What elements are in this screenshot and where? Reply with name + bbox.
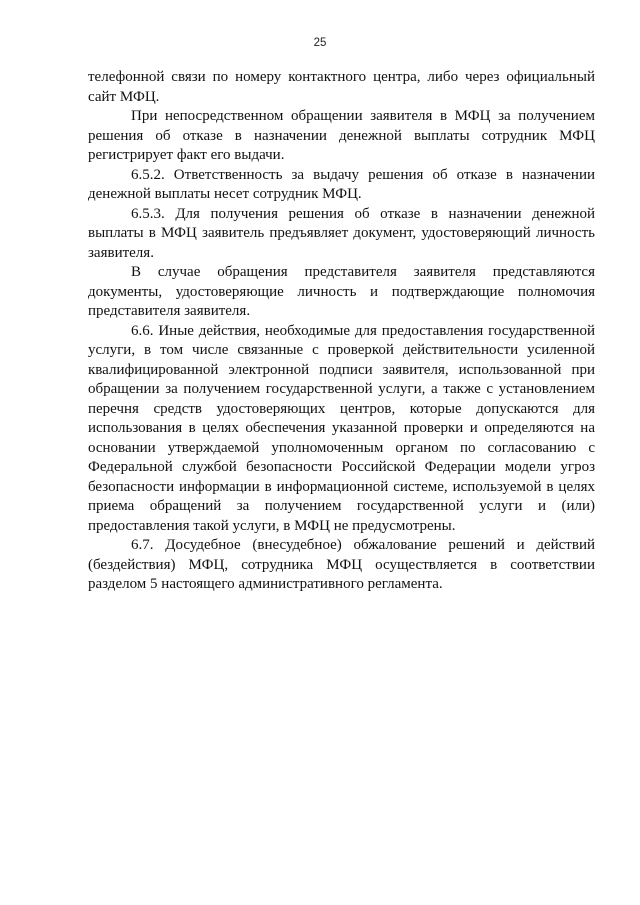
paragraph-6-5-3: 6.5.3. Для получения решения об отказе в назначении денежной выплаты в МФЦ заявитель предъявляет документ, удостоверяющий личность заявителя. bbox=[88, 205, 595, 261]
paragraph-6-7: 6.7. Досудебное (внесудебное) обжалование решений и действий (бездействия) МФЦ, сотрудника МФЦ осуществляется в соответствии разделом 5 настоящего административного регламента. bbox=[88, 537, 595, 592]
paragraph-representative: В случае обращения представителя заявителя представляются документы, удостоверяющие личность и подтверждающие полномочия представителя заявителя. bbox=[88, 264, 595, 319]
document-body bbox=[88, 68, 595, 595]
paragraph-6-5-2: 6.5.2. Ответственность за выдачу решения об отказе в назначении денежной выплаты несет сотрудник МФЦ. bbox=[88, 166, 595, 202]
paragraph-6-6: 6.6. Иные действия, необходимые для предоставления государственной услуги, в том числе связанные с проверкой действительности усиленной квалифицированной электронной подписи заявителя, использованной при обращении за получением государственной услуги, а также с установлением перечня средств удостоверяющих центров, которые допускаются для использования в целях обеспечения указанной проверки и определяются на основании утверждаемой уполномоченным органом по согласованию с Федеральной службой безопасности Российской Федерации модели угроз безопасности информации в информационной системе, используемой в целях приема обращений за получением государственной услуги и (или) предоставления такой услуги, в МФЦ не предусмотрены. bbox=[88, 322, 595, 534]
paragraph-decision-issuance: При непосредственном обращении заявителя в МФЦ за получением решения об отказе в назначении денежной выплаты сотрудник МФЦ регистрирует факт его выдачи. bbox=[88, 108, 595, 163]
page-number: 25 bbox=[313, 37, 327, 49]
paragraph-continuation: телефонной связи по номеру контактного центра, либо через официальный сайт МФЦ. bbox=[88, 69, 595, 105]
